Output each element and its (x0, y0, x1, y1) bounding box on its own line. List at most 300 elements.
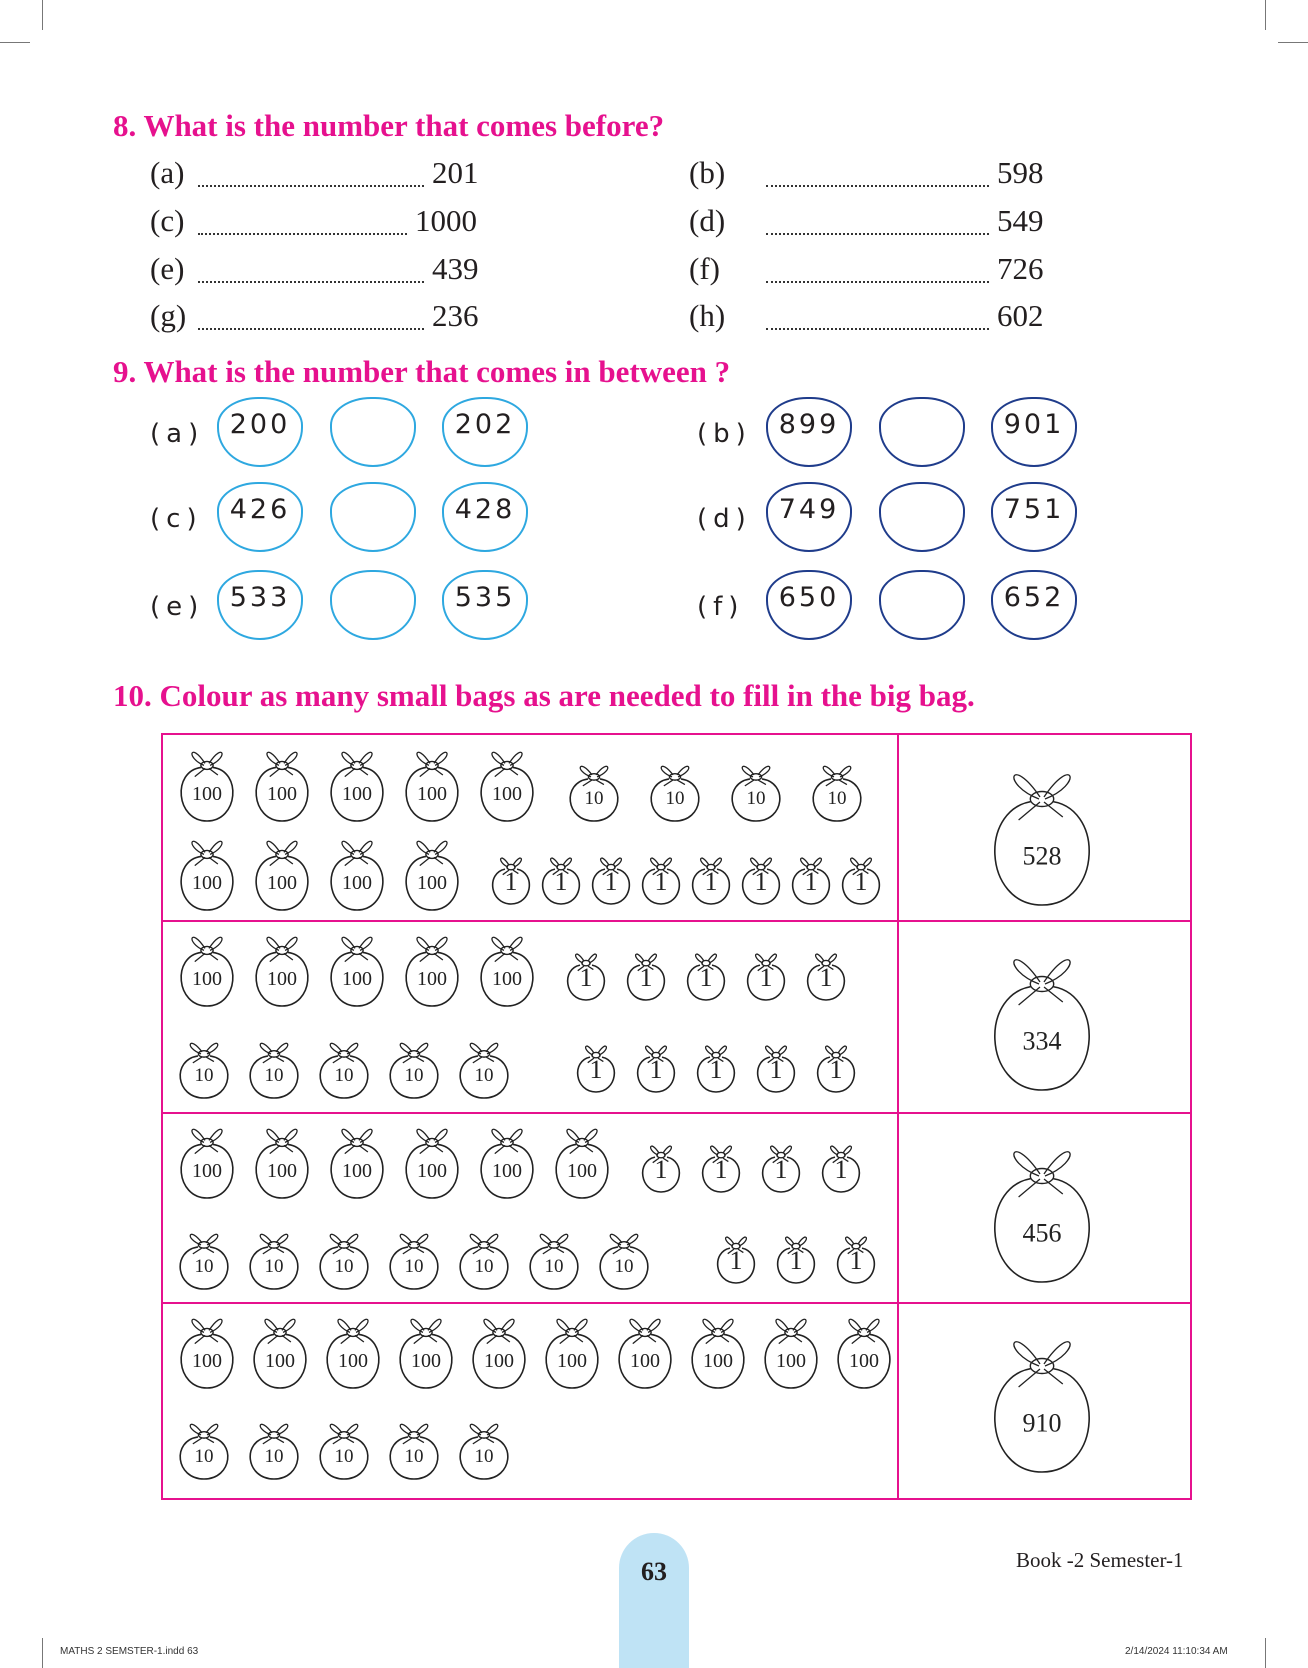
one-bag-icon (638, 1140, 684, 1194)
hundred-bag-icon (398, 832, 466, 912)
ten-bag-icon (313, 1227, 375, 1291)
hundred-bag-icon (246, 1310, 314, 1390)
hundred-bag-icon (323, 928, 391, 1008)
hundred-bag-icon (392, 1310, 460, 1390)
bag-value: 1 (579, 962, 593, 992)
bag-value: 100 (267, 1159, 297, 1182)
bag-value: 100 (342, 967, 372, 990)
one-bag-icon (738, 852, 784, 906)
given-number: 201 (432, 155, 479, 190)
given-number: 439 (432, 251, 479, 286)
bag-value: 10 (334, 1446, 354, 1468)
bag-value: 100 (417, 1159, 447, 1182)
between-item-label: (b) (697, 419, 752, 449)
bag-value: 10 (474, 1446, 494, 1468)
one-bag-icon (813, 1040, 859, 1094)
between-item-label: (d) (697, 504, 752, 534)
ten-bag[interactable] (243, 1417, 305, 1481)
bag-value: 1 (819, 962, 833, 992)
bag-value: 10 (474, 1256, 494, 1278)
answer-blank[interactable] (766, 281, 989, 283)
bag-value: 1 (554, 866, 568, 896)
one-bag-icon (838, 852, 884, 906)
after-number-circle: 901 (991, 397, 1077, 467)
answer-blank[interactable] (766, 328, 989, 330)
bag-value: 100 (192, 782, 222, 805)
hundred-bag[interactable] (684, 1310, 752, 1390)
bag-value: 100 (703, 1349, 733, 1372)
one-bag[interactable] (838, 852, 884, 906)
table-row-divider (163, 1112, 1190, 1114)
bag-value: 1 (769, 1054, 783, 1084)
one-bag[interactable] (738, 852, 784, 906)
one-bag[interactable] (688, 852, 734, 906)
answer-blank[interactable] (766, 185, 989, 187)
hundred-bag-icon (398, 1120, 466, 1200)
one-bag-icon (683, 948, 729, 1002)
ten-bag-icon (453, 1417, 515, 1481)
answer-circle[interactable] (879, 570, 965, 640)
ten-bag[interactable] (313, 1036, 375, 1100)
hundred-bag[interactable] (323, 743, 391, 823)
bag-value: 10 (264, 1446, 284, 1468)
bag-value: 1 (654, 866, 668, 896)
ten-bag[interactable] (644, 759, 706, 823)
ten-bag[interactable] (313, 1227, 375, 1291)
ten-bag-icon (313, 1036, 375, 1100)
ten-bag-icon (383, 1036, 445, 1100)
ten-bag[interactable] (383, 1036, 445, 1100)
ten-bag-icon (383, 1417, 445, 1481)
page-number: 63 (641, 1557, 667, 1586)
ten-bag-icon (243, 1417, 305, 1481)
hundred-bag-icon (248, 832, 316, 912)
hundred-bag-icon (248, 1120, 316, 1200)
hundred-bag[interactable] (248, 832, 316, 912)
item-label: (b) (689, 155, 726, 190)
bag-table (161, 733, 1192, 1500)
answer-circle[interactable] (330, 570, 416, 640)
answer-blank[interactable] (198, 185, 424, 187)
item-label: (a) (150, 155, 185, 190)
bag-value: 10 (665, 788, 685, 810)
bag-value: 1 (854, 866, 868, 896)
answer-blank[interactable] (766, 233, 989, 235)
big-bag-icon (977, 1134, 1107, 1284)
hundred-bag[interactable] (398, 832, 466, 912)
ten-bag-icon (243, 1227, 305, 1291)
ten-bag[interactable] (593, 1227, 655, 1291)
hundred-bag-icon (757, 1310, 825, 1390)
bag-value: 100 (417, 782, 447, 805)
hundred-bag-icon (611, 1310, 679, 1390)
bag-value: 1 (754, 866, 768, 896)
ten-bag-icon (243, 1036, 305, 1100)
ten-bag[interactable] (383, 1227, 445, 1291)
bag-value: 100 (265, 1349, 295, 1372)
bag-value: 100 (411, 1349, 441, 1372)
one-bag[interactable] (743, 948, 789, 1002)
ten-bag[interactable] (243, 1227, 305, 1291)
bag-value: 100 (267, 871, 297, 894)
one-bag-icon (573, 1040, 619, 1094)
hundred-bag-icon (830, 1310, 898, 1390)
bag-value: 1 (774, 1154, 788, 1184)
before-number-circle: 650 (766, 570, 852, 640)
answer-circle[interactable] (330, 397, 416, 467)
bag-value: 100 (338, 1349, 368, 1372)
one-bag[interactable] (833, 1231, 879, 1285)
before-number-circle: 426 (217, 482, 303, 552)
bag-value: 100 (567, 1159, 597, 1182)
hundred-bag-icon (538, 1310, 606, 1390)
before-number-circle: 533 (217, 570, 303, 640)
ten-bag-icon (593, 1227, 655, 1291)
one-bag-icon (563, 948, 609, 1002)
item-label: (e) (150, 251, 185, 286)
hundred-bag-icon (323, 832, 391, 912)
hundred-bag[interactable] (173, 928, 241, 1008)
one-bag-icon (698, 1140, 744, 1194)
bag-value: 1 (789, 1245, 803, 1275)
hundred-bag-icon (473, 928, 541, 1008)
bag-value: 10 (746, 788, 766, 810)
item-label: (d) (689, 203, 726, 238)
crop-mark (42, 0, 43, 30)
bag-value: 1 (829, 1054, 843, 1084)
ten-bag-icon (644, 759, 706, 823)
crop-mark (0, 42, 30, 43)
ten-bag[interactable] (383, 1417, 445, 1481)
hundred-bag[interactable] (757, 1310, 825, 1390)
bag-value: 100 (484, 1349, 514, 1372)
one-bag-icon (538, 852, 584, 906)
between-item-label: (f) (697, 592, 745, 622)
one-bag[interactable] (573, 1040, 619, 1094)
one-bag[interactable] (803, 948, 849, 1002)
bag-value: 1 (834, 1154, 848, 1184)
hundred-bag[interactable] (248, 1120, 316, 1200)
hundred-bag[interactable] (173, 1120, 241, 1200)
ten-bag[interactable] (453, 1227, 515, 1291)
hundred-bag-icon (398, 928, 466, 1008)
bag-value: 10 (194, 1446, 214, 1468)
one-bag-icon (758, 1140, 804, 1194)
one-bag-icon (588, 852, 634, 906)
answer-circle[interactable] (879, 397, 965, 467)
bag-value: 1 (639, 962, 653, 992)
ten-bag[interactable] (173, 1036, 235, 1100)
ten-bag[interactable] (453, 1417, 515, 1481)
ten-bag[interactable] (173, 1227, 235, 1291)
item-label: (f) (689, 251, 720, 286)
bag-value: 456 (1022, 1218, 1062, 1248)
one-bag[interactable] (753, 1040, 799, 1094)
given-number: 549 (997, 203, 1044, 238)
hundred-bag-icon (473, 1120, 541, 1200)
item-label: (c) (150, 203, 185, 238)
after-number-circle: 535 (442, 570, 528, 640)
bag-value: 528 (1022, 841, 1062, 871)
bag-value: 1 (709, 1054, 723, 1084)
ten-bag-icon (453, 1036, 515, 1100)
ten-bag[interactable] (806, 759, 868, 823)
bag-value: 10 (474, 1065, 494, 1087)
hundred-bag[interactable] (398, 1120, 466, 1200)
one-bag-icon (803, 948, 849, 1002)
one-bag[interactable] (713, 1231, 759, 1285)
ten-bag-icon (806, 759, 868, 823)
hundred-bag-icon (248, 928, 316, 1008)
bag-value: 1 (589, 1054, 603, 1084)
hundred-bag-icon (465, 1310, 533, 1390)
bag-value: 100 (342, 782, 372, 805)
ten-bag-icon (383, 1227, 445, 1291)
hundred-bag[interactable] (173, 1310, 241, 1390)
one-bag-icon (633, 1040, 679, 1094)
question-10-title: 10. Colour as many small bags as are needed to fill in the big bag. (113, 678, 975, 713)
one-bag-icon (818, 1140, 864, 1194)
bag-value: 10 (404, 1446, 424, 1468)
hundred-bag-icon (473, 743, 541, 823)
answer-circle[interactable] (330, 482, 416, 552)
page-number-tab (619, 1533, 689, 1668)
bag-value: 100 (192, 967, 222, 990)
bag-value: 100 (557, 1349, 587, 1372)
hundred-bag[interactable] (473, 743, 541, 823)
crop-mark (1265, 1638, 1266, 1668)
ten-bag[interactable] (313, 1417, 375, 1481)
hundred-bag-icon (173, 1310, 241, 1390)
one-bag-icon (788, 852, 834, 906)
slug-right: 2/14/2024 11:10:34 AM (1125, 1646, 1228, 1657)
hundred-bag[interactable] (538, 1310, 606, 1390)
bag-value: 100 (192, 871, 222, 894)
bag-value: 100 (417, 871, 447, 894)
ten-bag-icon (563, 759, 625, 823)
ten-bag[interactable] (563, 759, 625, 823)
ten-bag[interactable] (523, 1227, 585, 1291)
ten-bag-icon (725, 759, 787, 823)
one-bag[interactable] (698, 1140, 744, 1194)
one-bag-icon (713, 1231, 759, 1285)
one-bag[interactable] (773, 1231, 819, 1285)
bag-value: 1 (699, 962, 713, 992)
bag-value: 1 (849, 1245, 863, 1275)
hundred-bag-icon (173, 832, 241, 912)
bag-value: 100 (492, 1159, 522, 1182)
table-row-divider (163, 1302, 1190, 1304)
ten-bag[interactable] (173, 1417, 235, 1481)
one-bag[interactable] (633, 1040, 679, 1094)
one-bag-icon (833, 1231, 879, 1285)
one-bag-icon (638, 852, 684, 906)
hundred-bag[interactable] (323, 1120, 391, 1200)
one-bag[interactable] (488, 852, 534, 906)
bag-value: 100 (192, 1159, 222, 1182)
hundred-bag-icon (323, 1120, 391, 1200)
bag-value: 910 (1022, 1408, 1062, 1438)
hundred-bag[interactable] (323, 928, 391, 1008)
after-number-circle: 652 (991, 570, 1077, 640)
bag-value: 10 (614, 1256, 634, 1278)
big-bag (977, 1134, 1107, 1284)
hundred-bag[interactable] (248, 928, 316, 1008)
one-bag-icon (488, 852, 534, 906)
hundred-bag[interactable] (323, 832, 391, 912)
one-bag-icon (688, 852, 734, 906)
bag-value: 10 (264, 1256, 284, 1278)
given-number: 598 (997, 155, 1044, 190)
one-bag[interactable] (563, 948, 609, 1002)
hundred-bag[interactable] (246, 1310, 314, 1390)
bag-value: 100 (342, 871, 372, 894)
bag-value: 100 (492, 967, 522, 990)
bag-value: 10 (264, 1065, 284, 1087)
bag-value: 100 (776, 1349, 806, 1372)
bag-value: 100 (492, 782, 522, 805)
crop-mark (42, 1638, 43, 1668)
big-bag-icon (977, 757, 1107, 907)
item-label: (g) (150, 298, 187, 333)
big-bag (977, 942, 1107, 1092)
bag-value: 100 (849, 1349, 879, 1372)
crop-mark (1278, 42, 1308, 43)
after-number-circle: 202 (442, 397, 528, 467)
hundred-bag-icon (173, 928, 241, 1008)
big-bag (977, 1324, 1107, 1474)
bag-value: 10 (194, 1256, 214, 1278)
question-8-title: 8. What is the number that comes before? (113, 108, 665, 143)
hundred-bag[interactable] (392, 1310, 460, 1390)
answer-blank[interactable] (198, 233, 407, 235)
hundred-bag[interactable] (248, 743, 316, 823)
big-bag-icon (977, 942, 1107, 1092)
one-bag[interactable] (538, 852, 584, 906)
ten-bag-icon (523, 1227, 585, 1291)
one-bag[interactable] (588, 852, 634, 906)
hundred-bag[interactable] (830, 1310, 898, 1390)
hundred-bag-icon (684, 1310, 752, 1390)
bag-value: 1 (804, 866, 818, 896)
given-number: 1000 (415, 203, 477, 238)
one-bag[interactable] (638, 1140, 684, 1194)
one-bag[interactable] (623, 948, 669, 1002)
question-9-title: 9. What is the number that comes in between ? (113, 354, 731, 389)
hundred-bag[interactable] (398, 928, 466, 1008)
hundred-bag[interactable] (398, 743, 466, 823)
bag-value: 334 (1022, 1026, 1062, 1056)
hundred-bag[interactable] (548, 1120, 616, 1200)
one-bag[interactable] (693, 1040, 739, 1094)
one-bag-icon (743, 948, 789, 1002)
between-item-label: (e) (150, 592, 205, 622)
ten-bag-icon (173, 1417, 235, 1481)
bag-value: 1 (759, 962, 773, 992)
bag-value: 10 (334, 1256, 354, 1278)
bag-value: 100 (342, 1159, 372, 1182)
hundred-bag[interactable] (173, 743, 241, 823)
crop-mark (1265, 0, 1266, 30)
bag-value: 10 (194, 1065, 214, 1087)
bag-value: 1 (654, 1154, 668, 1184)
hundred-bag[interactable] (473, 1120, 541, 1200)
hundred-bag-icon (548, 1120, 616, 1200)
between-item-label: (a) (150, 419, 205, 449)
bag-value: 10 (334, 1065, 354, 1087)
hundred-bag-icon (323, 743, 391, 823)
hundred-bag[interactable] (465, 1310, 533, 1390)
hundred-bag[interactable] (611, 1310, 679, 1390)
big-bag (977, 757, 1107, 907)
answer-circle[interactable] (879, 482, 965, 552)
hundred-bag-icon (398, 743, 466, 823)
before-number-circle: 200 (217, 397, 303, 467)
ten-bag[interactable] (453, 1036, 515, 1100)
one-bag-icon (753, 1040, 799, 1094)
hundred-bag-icon (173, 1120, 241, 1200)
hundred-bag[interactable] (473, 928, 541, 1008)
hundred-bag-icon (319, 1310, 387, 1390)
ten-bag[interactable] (725, 759, 787, 823)
one-bag[interactable] (813, 1040, 859, 1094)
one-bag[interactable] (683, 948, 729, 1002)
given-number: 726 (997, 251, 1044, 286)
one-bag[interactable] (818, 1140, 864, 1194)
one-bag-icon (773, 1231, 819, 1285)
given-number: 602 (997, 298, 1044, 333)
one-bag-icon (693, 1040, 739, 1094)
big-bag-icon (977, 1324, 1107, 1474)
bag-value: 1 (504, 866, 518, 896)
bag-value: 1 (714, 1154, 728, 1184)
bag-value: 100 (417, 967, 447, 990)
hundred-bag[interactable] (319, 1310, 387, 1390)
before-number-circle: 749 (766, 482, 852, 552)
ten-bag-icon (453, 1227, 515, 1291)
bag-value: 100 (192, 1349, 222, 1372)
before-number-circle: 899 (766, 397, 852, 467)
ten-bag-icon (173, 1227, 235, 1291)
given-number: 236 (432, 298, 479, 333)
hundred-bag[interactable] (173, 832, 241, 912)
bag-value: 10 (584, 788, 604, 810)
book-label: Book -2 Semester-1 (1016, 1548, 1184, 1572)
bag-value: 1 (729, 1245, 743, 1275)
answer-blank[interactable] (198, 281, 424, 283)
one-bag[interactable] (638, 852, 684, 906)
ten-bag-icon (313, 1417, 375, 1481)
bag-value: 10 (827, 788, 847, 810)
answer-blank[interactable] (198, 328, 424, 330)
table-row-divider (163, 920, 1190, 922)
ten-bag[interactable] (243, 1036, 305, 1100)
bag-value: 100 (267, 967, 297, 990)
between-item-label: (c) (150, 504, 203, 534)
ten-bag-icon (173, 1036, 235, 1100)
after-number-circle: 428 (442, 482, 528, 552)
hundred-bag-icon (173, 743, 241, 823)
bag-value: 1 (704, 866, 718, 896)
bag-value: 1 (604, 866, 618, 896)
bag-value: 10 (404, 1065, 424, 1087)
hundred-bag-icon (248, 743, 316, 823)
slug-left: MATHS 2 SEMSTER-1.indd 63 (60, 1646, 199, 1657)
bag-value: 10 (544, 1256, 564, 1278)
one-bag[interactable] (758, 1140, 804, 1194)
one-bag[interactable] (788, 852, 834, 906)
one-bag-icon (623, 948, 669, 1002)
